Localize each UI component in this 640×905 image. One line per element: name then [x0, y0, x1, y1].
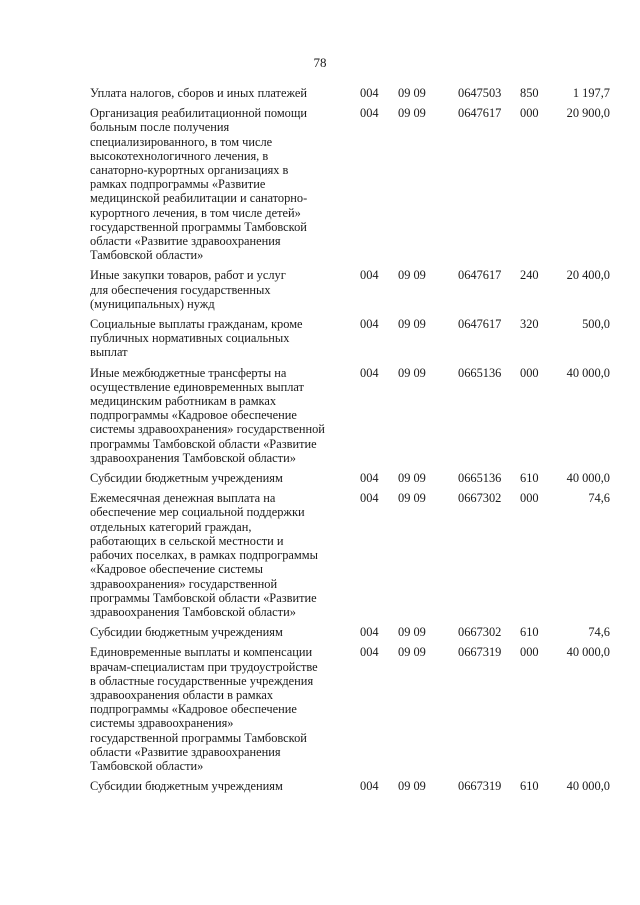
expense-type-code: 610: [520, 625, 539, 640]
target-article-code: 0647617: [458, 317, 502, 332]
table-row: [90, 625, 610, 639]
expense-type-code: 240: [520, 268, 539, 283]
table-row: [90, 366, 610, 465]
row-name: Субсидии бюджетным учреждениям: [90, 779, 283, 794]
table-row: [90, 268, 610, 311]
row-name: Ежемесячная денежная выплата на обеспечение мер социальной поддержки отдельных категорий граждан, работающих в сельской местности и рабочих поселках, в рамках подпрограммы «Кадровое обеспечение системы здравоохранения» государственной программы Тамбовской области «Развитие здравоохранения Тамбовской области»: [90, 491, 318, 619]
expense-type-code: 610: [520, 471, 539, 486]
amount: 20 400,0: [566, 268, 610, 283]
section-code: 09 09: [398, 268, 426, 283]
target-article-code: 0667319: [458, 779, 502, 794]
table-row: [90, 106, 610, 262]
section-code: 09 09: [398, 106, 426, 121]
ministry-code: 004: [360, 491, 379, 506]
ministry-code: 004: [360, 645, 379, 660]
expense-type-code: 000: [520, 106, 539, 121]
row-name: Единовременные выплаты и компенсации врачам-специалистам при трудоустройстве в областные государственные учреждения здравоохранения области в рамках подпрограммы «Кадровое обеспечение системы здравоохранения» государственной программы Тамбовской области «Развитие здравоохранения Тамбовской области»: [90, 645, 318, 773]
target-article-code: 0647617: [458, 106, 502, 121]
row-name: Организация реабилитационной помощи больным после получения специализированного, в том числе высокотехнологичного лечения, в санаторно-курортных организациях в рамках подпрограммы «Развитие медицинской реабилитации и санаторно- курортного лечения, в том числе детей» государственной программы Тамбовской области «Развитие здравоохранения Тамбовской области»: [90, 106, 308, 263]
section-code: 09 09: [398, 86, 426, 100]
ministry-code: 004: [360, 365, 379, 380]
target-article-code: 0667302: [458, 625, 502, 640]
amount: 40 000,0: [566, 471, 610, 486]
section-code: 09 09: [398, 471, 426, 486]
target-article-code: 0667319: [458, 645, 502, 660]
section-code: 09 09: [398, 645, 426, 660]
amount: 1 197,7: [572, 86, 610, 100]
expense-type-code: 610: [520, 779, 539, 794]
page-number: 78: [313, 55, 327, 70]
table-row: [90, 86, 610, 100]
budget-table: [90, 86, 610, 799]
target-article-code: 0667302: [458, 491, 502, 506]
expense-type-code: 850: [520, 86, 539, 100]
expense-type-code: 000: [520, 645, 539, 660]
expense-type-code: 320: [520, 317, 539, 332]
section-code: 09 09: [398, 625, 426, 640]
ministry-code: 004: [360, 625, 379, 640]
table-row: [90, 779, 610, 793]
ministry-code: 004: [360, 268, 379, 283]
row-name: Иные закупки товаров, работ и услуг для обеспечения государственных (муниципальных) нужд: [90, 268, 286, 311]
row-name: Субсидии бюджетным учреждениям: [90, 471, 283, 486]
expense-type-code: 000: [520, 365, 539, 380]
ministry-code: 004: [360, 86, 379, 100]
table-row: [90, 471, 610, 485]
target-article-code: 0647503: [458, 86, 502, 100]
target-article-code: 0665136: [458, 365, 502, 380]
row-name: Субсидии бюджетным учреждениям: [90, 625, 283, 640]
amount: 40 000,0: [566, 365, 610, 380]
ministry-code: 004: [360, 106, 379, 121]
table-row: [90, 645, 610, 773]
amount: 74,6: [588, 491, 610, 506]
section-code: 09 09: [398, 317, 426, 332]
table-row: [90, 317, 610, 360]
table-row: [90, 491, 610, 619]
amount: 40 000,0: [566, 779, 610, 794]
section-code: 09 09: [398, 365, 426, 380]
ministry-code: 004: [360, 779, 379, 794]
ministry-code: 004: [360, 471, 379, 486]
expense-type-code: 000: [520, 491, 539, 506]
row-name: Уплата налогов, сборов и иных платежей: [90, 86, 308, 100]
amount: 20 900,0: [566, 106, 610, 121]
target-article-code: 0647617: [458, 268, 502, 283]
section-code: 09 09: [398, 491, 426, 506]
target-article-code: 0665136: [458, 471, 502, 486]
row-name: Иные межбюджетные трансферты на осуществление единовременных выплат медицинским работникам в рамках подпрограммы «Кадровое обеспечение системы здравоохранения» государственной программы Тамбовской области «Развитие здравоохранения Тамбовской области»: [90, 365, 325, 465]
section-code: 09 09: [398, 779, 426, 794]
ministry-code: 004: [360, 317, 379, 332]
amount: 40 000,0: [566, 645, 610, 660]
amount: 74,6: [588, 625, 610, 640]
amount: 500,0: [582, 317, 610, 332]
row-name: Социальные выплаты гражданам, кроме публичных нормативных социальных выплат: [90, 317, 303, 360]
